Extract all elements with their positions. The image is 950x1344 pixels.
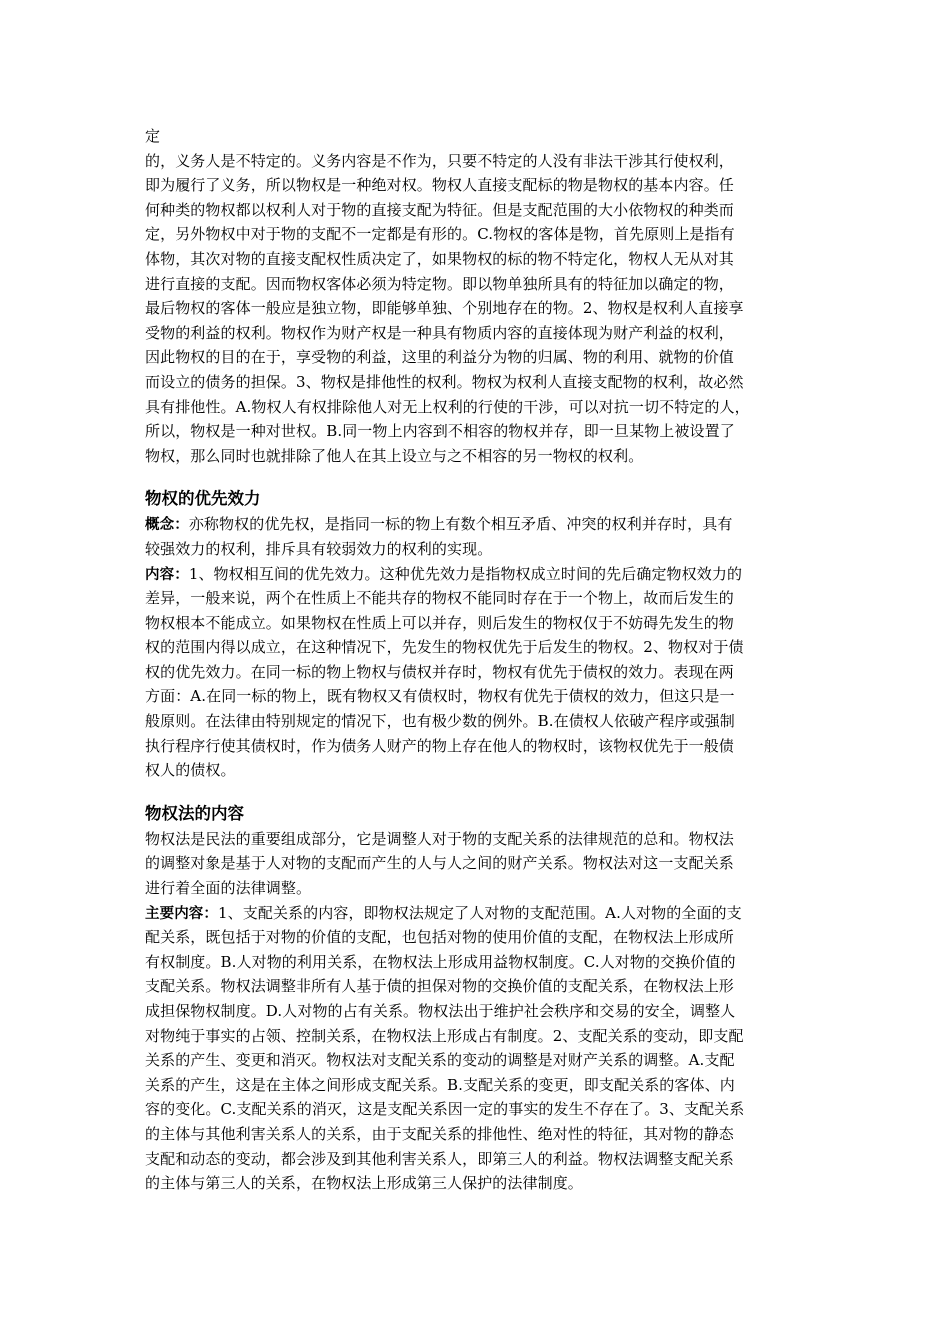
paragraph-line: 成担保物权制度。D.人对物的占有关系。物权法出于维护社会秩序和交易的安全，调整人 xyxy=(145,1002,736,1020)
paragraph-line: 因此物权的目的在于，享受物的利益，这里的利益分为物的归属、物的利用、就物的价值 xyxy=(145,348,734,367)
content-text: 1、物权相互间的优先效力。这种优先效力是指物权成立时间的先后确定物权效力的 xyxy=(188,564,743,583)
paragraph-line: 物权法是民法的重要组成部分，它是调整人对于物的支配关系的法律规范的总和。物权法 xyxy=(145,829,734,848)
paragraph-line: 关系的产生、变更和消灭。物权法对支配关系的变动的调整是对财产关系的调整。A.支配 xyxy=(145,1051,735,1070)
section-heading: 物权的优先效力 xyxy=(145,489,261,509)
paragraph-line: 的主体与第三人的关系，在物权法上形成第三人保护的法律制度。 xyxy=(145,1174,583,1193)
paragraph-line: 容的变化。C.支配关系的消灭，这是支配关系因一定的事实的发生不存在了。3、支配关系 xyxy=(145,1100,745,1119)
content-paragraph-line xyxy=(145,562,817,587)
paragraph-line: 权的优先效力。在同一标的物上物权与债权并存时，物权有优先于债权的效力。表现在两 xyxy=(145,662,734,681)
main-content-label: 主要内容： xyxy=(145,905,218,922)
paragraph-line: 支配和动态的变动，都会涉及到其他利害关系人，即第三人的利益。物权法调整支配关系 xyxy=(145,1149,734,1168)
document-page xyxy=(145,124,817,1196)
paragraph-line: 即为履行了义务，所以物权是一种绝对权。物权人直接支配标的物是物权的基本内容。任 xyxy=(145,176,734,195)
paragraph-line: 定 xyxy=(145,127,161,145)
paragraph-line: 进行直接的支配。因而物权客体必须为特定物。即以物单独所具有的特征加以确定的物， xyxy=(145,274,734,293)
paragraph-line: 所以，物权是一种对世权。B.同一物上内容到不相容的物权并存，即一旦某物上被设置了 xyxy=(145,422,735,441)
section-heading: 物权法的内容 xyxy=(145,803,244,823)
paragraph-line: 物权，那么同时也就排除了他人在其上设立与之不相容的另一物权的权利。 xyxy=(145,446,644,465)
concept-text: 亦称物权的优先权，是指同一标的物上有数个相互矛盾、冲突的权利并存时，具有 xyxy=(188,515,733,534)
paragraph-line: 进行着全面的法律调整。 xyxy=(145,879,312,898)
paragraph-line: 的调整对象是基于人对物的支配而产生的人与人之间的财产关系。物权法对这一支配关系 xyxy=(145,854,734,873)
paragraph-line: 方面：A.在同一标的物上，既有物权又有债权时，物权有优先于债权的效力，但这只是一 xyxy=(145,687,735,706)
paragraph-line: 差异，一般来说，两个在性质上不能共存的物权不能同时存在于一个物上，故而后发生的 xyxy=(145,589,734,608)
main-content-paragraph-line xyxy=(145,901,817,926)
paragraph-line: 配关系，既包括于对物的价值的支配，也包括对物的使用价值的支配，在物权法上形成所 xyxy=(145,928,734,947)
section-priority-effect xyxy=(145,486,817,783)
paragraph-line: 何种类的物权都以权利人对于物的直接支配为特征。但是支配范围的大小依物权的种类而 xyxy=(145,200,734,219)
paragraph-line: 较强效力的权利，排斥具有较弱效力的权利的实现。 xyxy=(145,539,493,558)
paragraph-line: 体物，其次对物的直接支配权性质决定了，如果物权的标的物不特定化，物权人无从对其 xyxy=(145,249,734,268)
paragraph-line: 物权根本不能成立。如果物权在性质上可以并存，则后发生的物权仅于不妨碍先发生的物 xyxy=(145,613,734,632)
paragraph-line: 般原则。在法律由特别规定的情况下，也有极少数的例外。B.在债权人依破产程序或强制 xyxy=(145,712,735,731)
paragraph-line: 关系的产生，这是在主体之间形成支配关系。B.支配关系的变更，即支配关系的客体、内 xyxy=(145,1075,735,1094)
paragraph-line: 权的范围内得以成立，在这种情况下，先发生的物权优先于后发生的物权。2、物权对于债 xyxy=(145,638,744,657)
section-continuation xyxy=(145,124,817,468)
paragraph-line: 而设立的债务的担保。3、物权是排他性的权利。物权为权利人直接支配物的权利，故必然 xyxy=(145,372,744,391)
paragraph-line: 的，义务人是不特定的。义务内容是不作为，只要不特定的人没有非法干涉其行使权利， xyxy=(145,151,734,170)
paragraph-line: 有权制度。B.人对物的利用关系，在物权法上形成用益物权制度。C.人对物的交换价值的 xyxy=(145,952,736,971)
paragraph-line: 受物的利益的权利。物权作为财产权是一种具有物质内容的直接体现为财产利益的权利， xyxy=(145,323,734,342)
paragraph-line: 具有排他性。A.物权人有权排除他人对无上权利的行使的干涉，可以对抗一切不特定的人， xyxy=(145,397,750,416)
paragraph-line: 对物纯于事实的占领、控制关系，在物权法上形成占有制度。2、支配关系的变动，即支配 xyxy=(145,1026,744,1045)
paragraph-line: 执行程序行使其债权时，作为债务人财产的物上存在他人的物权时，该物权优先于一般债 xyxy=(145,736,734,755)
paragraph-line: 的主体与其他利害关系人的关系，由于支配关系的排他性、绝对性的特征，其对物的静态 xyxy=(145,1124,734,1143)
concept-paragraph-line xyxy=(145,512,817,537)
concept-label: 概念： xyxy=(145,517,189,534)
paragraph-line: 权人的债权。 xyxy=(145,761,236,780)
content-label: 内容： xyxy=(145,566,189,583)
paragraph-line: 支配关系。物权法调整非所有人基于债的担保对物的交换价值的支配关系，在物权法上形 xyxy=(145,977,734,996)
paragraph-line: 最后物权的客体一般应是独立物，即能够单独、个别地存在的物。2、物权是权利人直接享 xyxy=(145,299,744,318)
main-content-text: 1、支配关系的内容，即物权法规定了人对物的支配范围。A.人对物的全面的支 xyxy=(218,903,742,922)
paragraph-line: 定，另外物权中对于物的支配不一定都是有形的。C.物权的客体是物，首先原则上是指有 xyxy=(145,225,735,244)
section-property-law-content xyxy=(145,801,817,1196)
